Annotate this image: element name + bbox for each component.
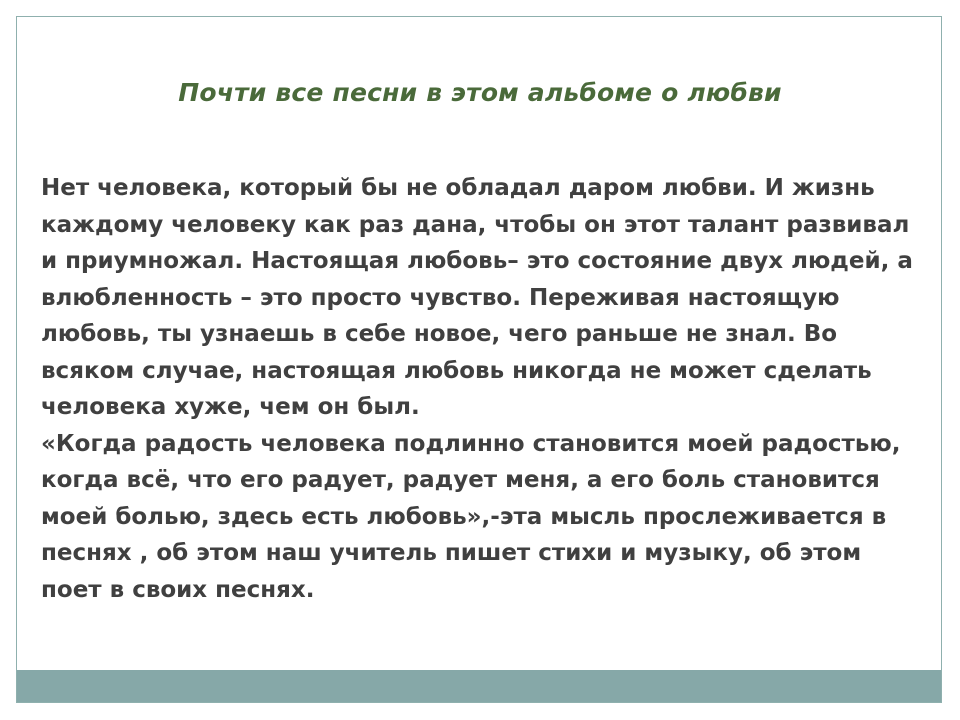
slide-title: Почти все песни в этом альбоме о любви	[178, 78, 782, 107]
slide-body	[41, 170, 926, 608]
body-paragraph-1: Нет человека, который бы не обладал даром любви. И жизнь каждому человеку как раз дана, чтобы он этот талант развивал и приумножал. Настоящая любовь– это состояние двух людей, а влюбленность – это просто чувство. Переживая настоящую любовь, ты узнаешь в себе новое, чего раньше не знал. Во всяком случае, настоящая любовь никогда не может сделать человека хуже, чем он был.	[41, 175, 913, 420]
body-paragraph-2: «Когда радость человека подлинно становится моей радостью, когда всё, что его радует, радует меня, а его боль становится моей болью, здесь есть любовь»,-эта мысль прослеживается в песнях , об этом наш учитель пишет стихи и музыку, об этом поет в своих песнях.	[41, 430, 901, 603]
footer-bar	[17, 670, 941, 702]
